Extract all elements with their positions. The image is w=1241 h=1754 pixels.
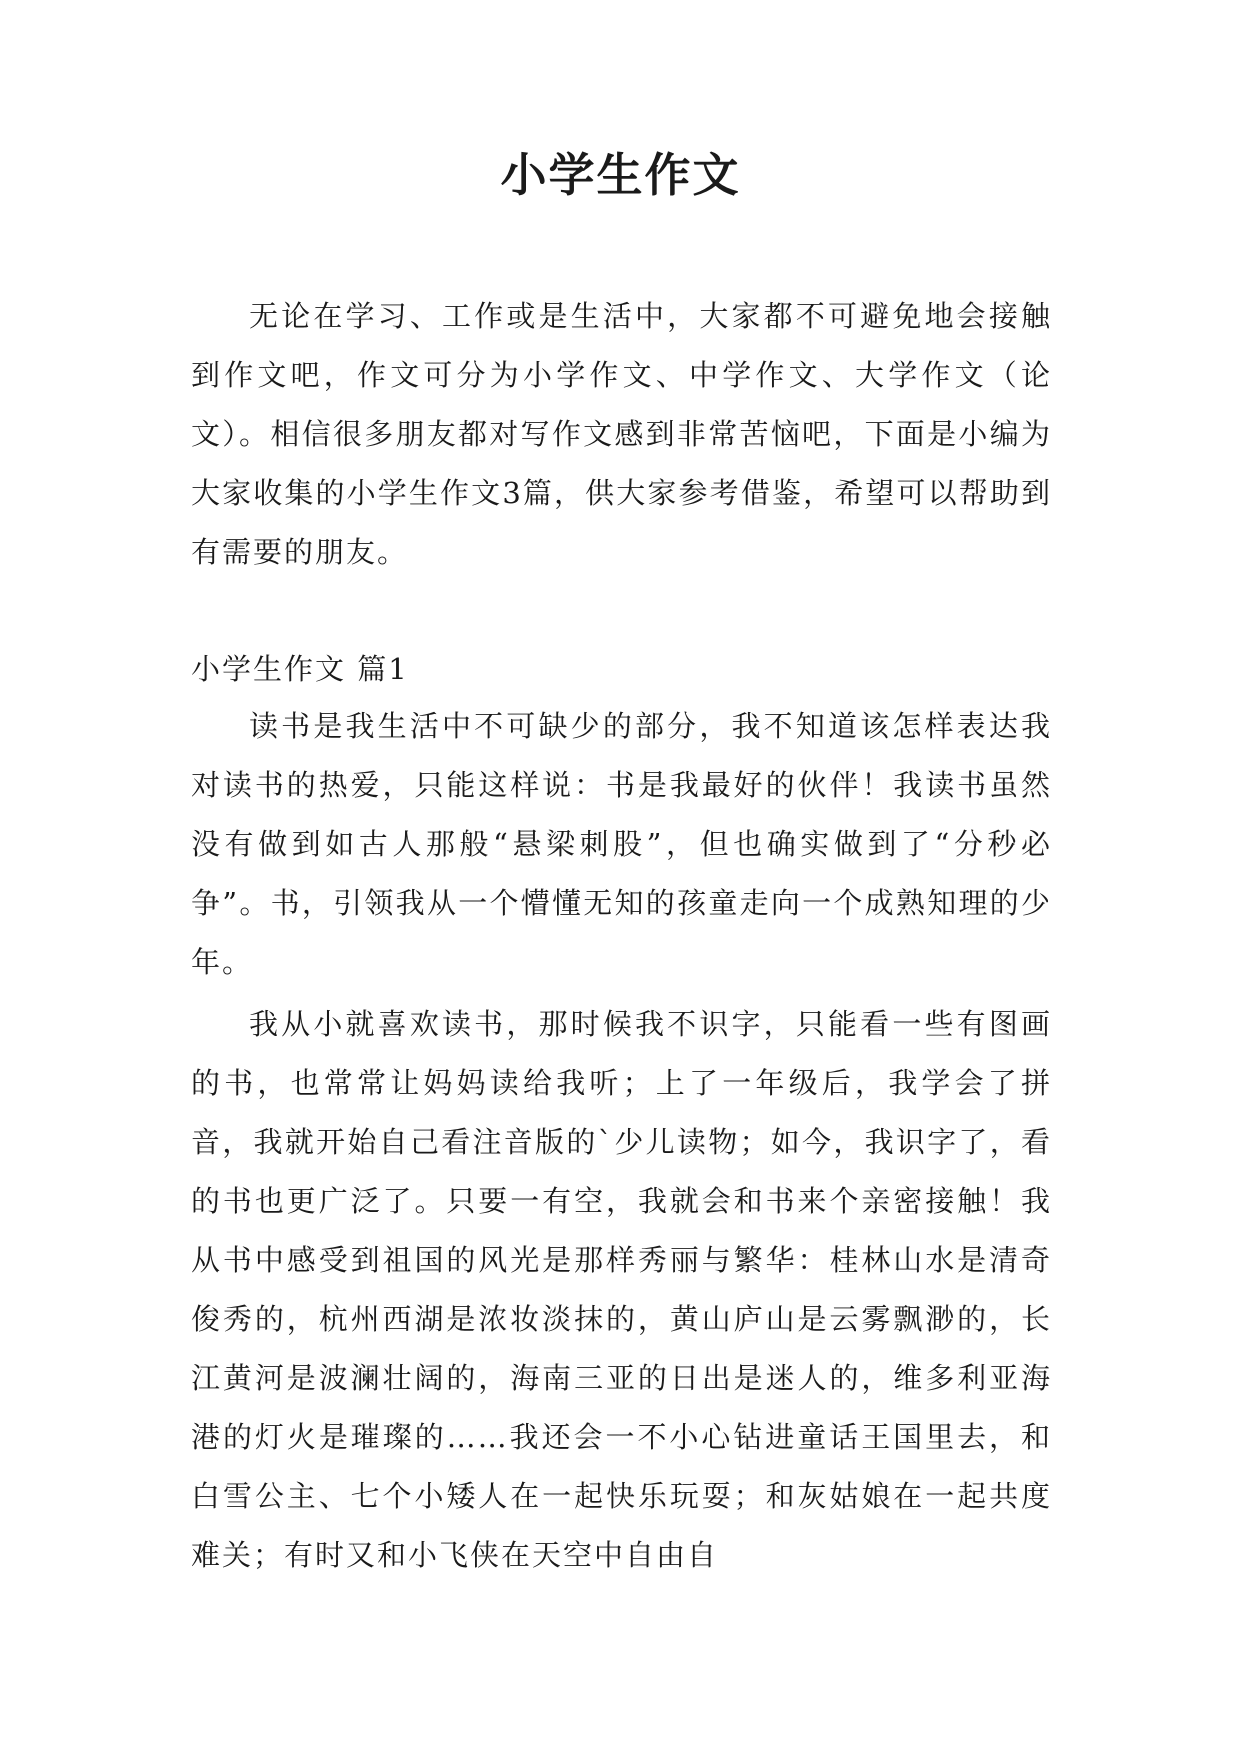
essay-paragraph-2: 我从小就喜欢读书，那时候我不识字，只能看一些有图画的书，也常常让妈妈读给我听；上了一年级后，我学会了拼音，我就开始自己看注音版的`少儿读物；如今，我识字了，看的书也更广泛了。只要一有空，我就会和书来个亲密接触！我从书中感受到祖国的风光是那样秀丽与繁华：桂林山水是清奇俊秀的，杭州西湖是浓妆淡抹的，黄山庐山是云雾飘渺的，长江黄河是波澜壮阔的，海南三亚的日出是迷人的，维多利亚海港的灯火是璀璨的……我还会一不小心钻进童话王国里去，和白雪公主、七个小矮人在一起快乐玩耍；和灰姑娘在一起共度难关；有时又和小飞侠在天空中自由自: [191, 1007, 1052, 1572]
intro-paragraph: 无论在学习、工作或是生活中，大家都不可避免地会接触到作文吧，作文可分为小学作文、中学作文、大学作文（论文）。相信很多朋友都对写作文感到非常苦恼吧，下面是小编为大家收集的小学生作文3篇，供大家参考借鉴，希望可以帮助到有需要的朋友。: [191, 299, 1052, 569]
section-heading: 小学生作文 篇1: [191, 652, 409, 686]
page-title: 小学生作文: [500, 148, 741, 202]
essay-paragraph-1: 读书是我生活中不可缺少的部分，我不知道该怎样表达我对读书的热爱，只能这样说：书是我最好的伙伴！我读书虽然没有做到如古人那般“悬梁刺股”，但也确实做到了“分秒必争”。书，引领我从一个懵懂无知的孩童走向一个成熟知理的少年。: [191, 709, 1052, 979]
